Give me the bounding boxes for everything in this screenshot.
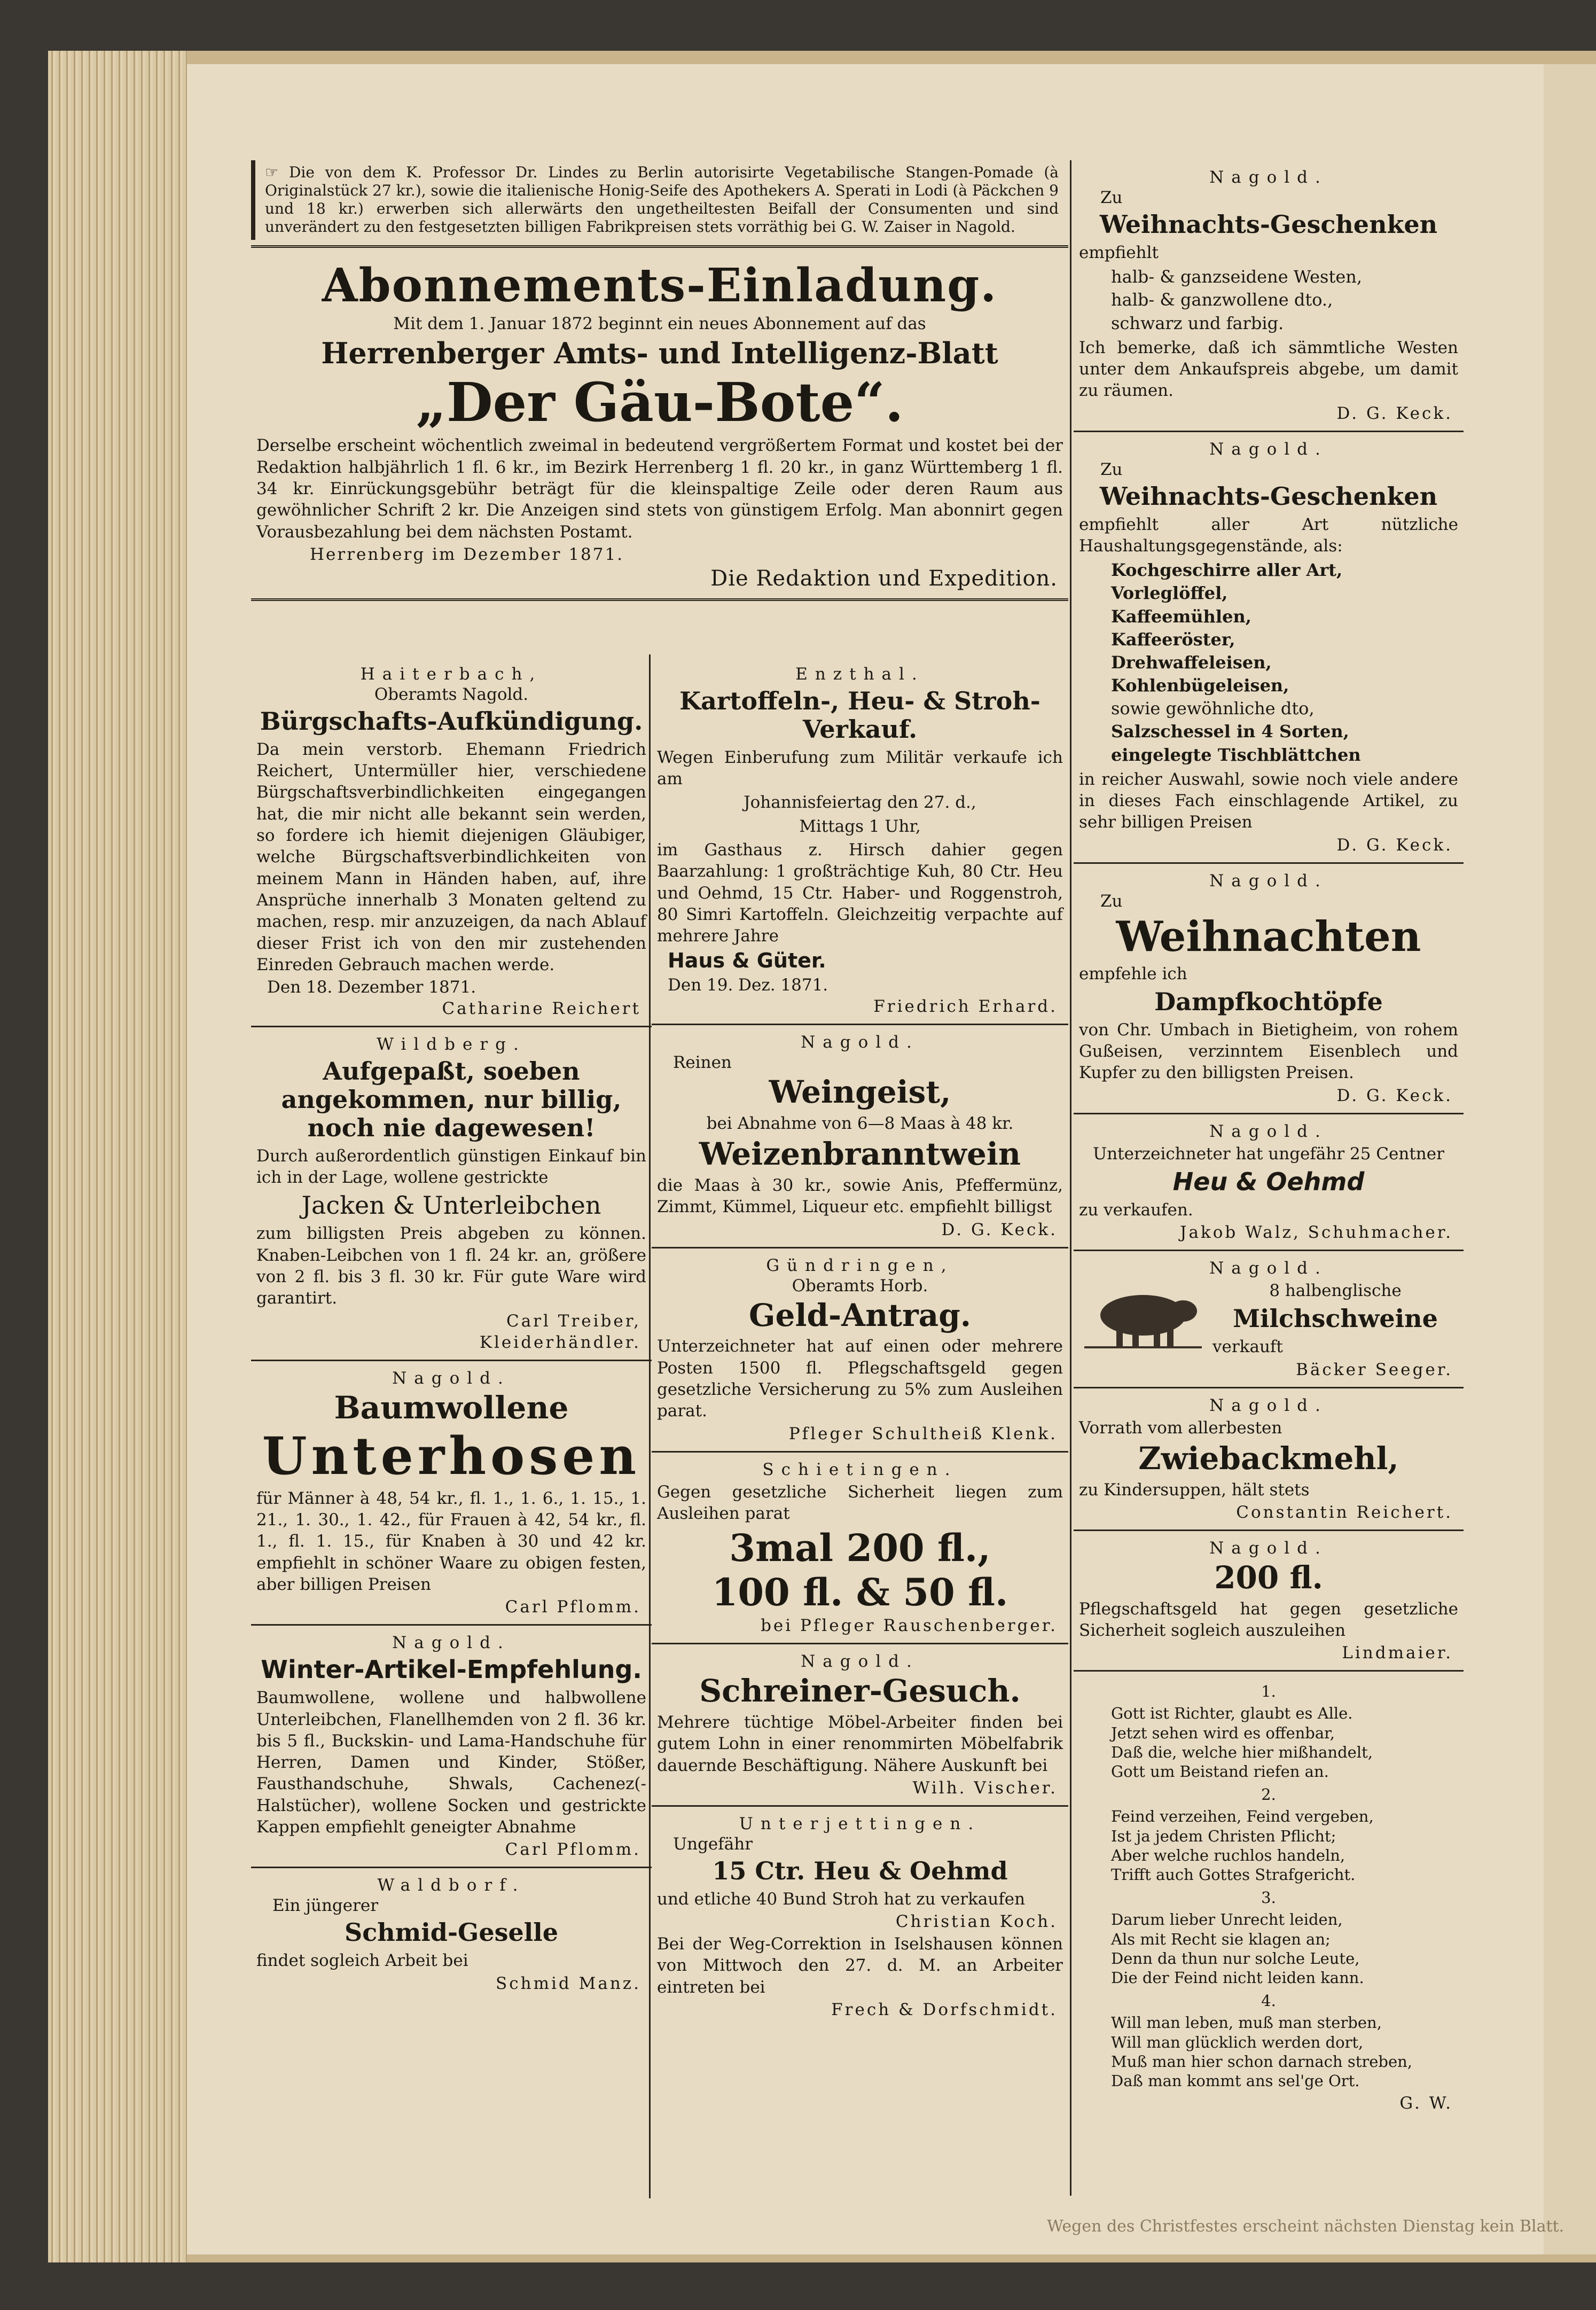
ad-title: Kartoffeln-, Heu- & Stroh-Verkauf. [679,686,1040,744]
book-page-edges [48,51,187,2262]
ad-zwiebackmehl [1074,1388,1464,1531]
ad-subplace: Ungefähr [673,1834,753,1854]
ad-big-title: Unterhosen [262,1426,641,1487]
ad-haushalt [1074,432,1464,864]
ad-milchschweine [1074,1251,1464,1388]
list-item: sowie gewöhnliche dto, [1111,698,1315,719]
ad-title: Milchschweine [1233,1304,1438,1333]
ad-signature: Friedrich Erhard. [873,997,1058,1017]
ad-place: Nagold. [1209,1121,1328,1141]
middle-column [652,657,1068,2027]
ad-body: im Gasthaus z. Hirsch dahier gegen Baarzahlung: 1 großträchtige Kuh, 80 Ctr. Heu und Oehmd, 15 Ctr. Haber- und Roggenstroh, 80 Simri Kartoffeln. Gleichzeitig verpachte auf mehrere Jahre [657,840,1063,946]
ad-time: Mittags 1 Uhr, [799,816,921,836]
ad-place: Nagold. [392,1368,511,1388]
abonnement-ad [251,251,1068,601]
pig-icon [1079,1278,1207,1353]
top-block [251,160,1068,601]
ad-body: die Maas à 30 kr., sowie Anis, Pfeffermünz, Zimmt, Kümmel, Liqueur etc. empfiehlt billigst [657,1175,1063,1217]
ad-body: Wegen Einberufung zum Militär verkaufe ich am [657,747,1063,789]
list-item: Kochgeschirre aller Art, [1111,560,1343,581]
list-item: Kaffeeröster, [1111,629,1235,650]
ad-body: zu Kindersuppen, hält stets [1079,1480,1310,1500]
poem-line: Daß die, welche hier mißhandelt, [1111,1743,1373,1761]
list-item: schwarz und farbig. [1111,313,1284,333]
poem-line: Feind verzeihen, Feind vergeben, [1111,1807,1374,1826]
ad-body: in reicher Auswahl, sowie noch viele andere in dieses Fach einschlagende Artikel, zu sehr billigen Preisen [1079,769,1458,832]
list-item: Salzschessel in 4 Sorten, [1111,721,1349,742]
ad-body: für Männer à 48, 54 kr., fl. 1., 1. 6., 1. 15., 1. 21., 1. 30., 1. 42., für Frauen à 42, 54 kr., fl. 1., fl. 1. 15., für Knaben à 30 und 42 kr. empfiehlt in schöner Waare zu obigen festen, aber billigen Preisen [256,1488,646,1595]
pomade-notice: ☞ Die von dem K. Professor Dr. Lindes zu Berlin autorisirte Vegetabilische Stangen-Pomade (à Originalstück 27 kr.), sowie die italienische Honig-Seife des Apothekers A. Sperati in Lodi (à Päckchen 9 und 18 kr.) erwerben sich allerwärts den ungetheiltesten Beifall der Consumenten und sind unverändert zu den festgesetzten billigen Fabrikpreisen stets vorräthig bei G. W. Zaiser in Nagold. [251,160,1068,240]
poem-line: Aber welche ruchlos handeln, [1111,1846,1345,1864]
ad-geld-antrag [652,1248,1068,1453]
ad-place: Nagold. [1209,1259,1328,1278]
ad-date: Den 19. Dez. 1871. [668,975,828,995]
poem-line: Die der Feind nicht leiden kann. [1111,1969,1364,1987]
ad-goods: Haus & Güter. [668,949,826,973]
ad-title: Weizenbranntwein [699,1136,1021,1173]
ad-title: Weihnachts-Geschenken [1099,210,1438,239]
list-item: Kohlenbügeleisen, [1111,675,1289,696]
ad-title: Weingeist, [769,1074,951,1111]
ad-subplace: Zu [1100,891,1123,911]
ad-title: Geld-Antrag. [749,1297,971,1333]
ad-signature: Frech & Dorfschmidt. [831,2000,1058,2019]
ad-body: Mehrere tüchtige Möbel-Arbeiter finden bei gutem Lohn in einer renommirten Möbelfabrik dauernde Beschäftigung. Nähere Auskunft bei [657,1712,1063,1775]
ad-signature: Bäcker Seeger. [1296,1360,1453,1379]
ad-title: Schreiner-Gesuch. [699,1673,1021,1710]
list-item: halb- & ganzseidene Westen, [1111,267,1363,287]
ad-item-list [1079,559,1458,767]
abonnement-body: Derselbe erscheint wöchentlich zweimal in bedeutend vergrößertem Format und kostet bei der Redaktion halbjährlich 1 fl. 6 kr., im Bezirk Herrenberg 1 fl. 20 kr., in ganz Württemberg 1 fl. 34 kr. Einrückungsgebühr beträgt für die kleinspaltige Zeile oder deren Raum aus gewöhnlicher Schrift 2 kr. Die Anzeigen sind stets von günstigem Erfolg. Man abonnirt gegen Vorausbezahlung bei dem nächsten Postamt. [256,436,1063,542]
ad-amount: 3mal 200 fl., [729,1526,991,1571]
ad-title: Schmid-Geselle [344,1918,558,1947]
ad-body: Ich bemerke, daß ich sämmtliche Westen unter dem Ankaufspreis abgebe, um damit zu räumen. [1079,338,1458,401]
ad-subplace: Zu [1100,459,1123,479]
ad-place: Haiterbach, [360,665,543,684]
left-column [251,657,652,2001]
ad-schmid [251,1868,652,2000]
ad-signature: Schmid Manz. [496,1973,641,1993]
abonnement-date: Herrenberg im Dezember 1871. [310,544,624,564]
poem-line: Will man leben, muß man sterben, [1111,2014,1382,2032]
adjacent-page [1544,64,1596,2254]
ad-body: Durch außerordentlich günstigen Einkauf bin ich in der Lage, wollene gestrickte [256,1146,646,1188]
stanza [1079,1704,1458,1781]
ad-unterjettingen [652,1807,1068,2027]
stanza-number: 4. [1261,1992,1276,2010]
ad-subplace: Oberamts Horb. [792,1276,928,1296]
ad-signature: Lindmaier. [1342,1643,1453,1663]
ad-signature: Christian Koch. [895,1911,1058,1931]
ad-goods: Jacken & Unterleibchen [301,1191,601,1220]
ad-westen [1074,160,1464,432]
abonnement-signature: Die Redaktion und Expedition. [710,566,1058,591]
ad-200fl [1074,1531,1464,1672]
ad-title: Weihnachten [1116,912,1421,961]
ad-place: Nagold. [801,1652,919,1672]
ad-subplace: Ein jüngerer [272,1896,379,1916]
ad-amount: 100 fl. & 50 fl. [711,1570,1008,1615]
ad-signature: Jakob Walz, Schuhmacher. [1180,1223,1453,1243]
ad-body: Gegen gesetzliche Sicherheit liegen zum Ausleihen parat [657,1482,1063,1523]
ad-place: Nagold. [801,1033,919,1052]
ad-schreiner [652,1644,1068,1807]
ad-signature: bei Pfleger Rauschenberger. [761,1616,1058,1636]
ad-place: Nagold. [1209,439,1328,459]
abonnement-title: Abonnements-Einladung. [322,258,998,313]
ad-body: Baumwollene, wollene und halbwollene Unterleibchen, Flanellhemden von 2 fl. 36 kr. bis 5 fl., Buckskin- und Lama-Handschuhe für Herren, Damen und Kinder, Stößer, Fausthandschuhe, Shwals, Cachenez(-Halstücher), wollene Socken und gestrickte Kappen empfiehlt geneigter Abnahme [256,1688,646,1837]
abonnement-paper: Herrenberger Amts- und Intelligenz-Blatt [321,336,998,371]
poem-line: Ist ja jedem Christen Pflicht; [1111,1827,1336,1845]
poem-signature: G. W. [1399,2094,1453,2113]
stanza-number: 3. [1261,1888,1276,1907]
ad-signature: D. G. Keck. [1336,1086,1453,1105]
ad-body: bei Abnahme von 6—8 Maas à 48 kr. [706,1113,1014,1133]
ad-place: Nagold. [1209,871,1328,891]
poem-line: Trifft auch Gottes Strafgericht. [1111,1866,1356,1884]
ad-body: empfehle ich [1079,964,1187,984]
ad-title: 15 Ctr. Heu & Oehmd [712,1856,1008,1885]
ad-signature: Carl Pflomm. [505,1597,641,1617]
ad-body: von Chr. Umbach in Bietigheim, von rohem Gußeisen, verzinntem Eisenblech und Kupfer zu den billigsten Preisen. [1079,1020,1458,1083]
list-item: Kaffeemühlen, [1111,606,1251,627]
poem-line: Als mit Recht sie klagen an; [1111,1930,1331,1948]
stanza [1079,1910,1458,1987]
page-footer-note: Wegen des Christfestes erscheint nächsten Dienstag kein Blatt. [1047,2217,1564,2236]
abonnement-name: „Der Gäu-Bote“. [416,371,904,434]
ad-title: Baumwollene [334,1389,569,1426]
ad-body: verkauft [1212,1337,1283,1357]
ad-body: zum billigsten Preis abgeben zu können. Knaben-Leibchen von 1 fl. 24 kr. an, größere von 2 fl. bis 3 fl. 30 kr. Für gute Ware wird garantirt. [256,1224,646,1308]
ad-dampfkochtoepfe [1074,864,1464,1114]
ad-item-list [1079,266,1458,335]
ad-place: Schietingen. [762,1460,958,1479]
ad-title: 200 fl. [1214,1559,1323,1596]
ad-subplace: Zu [1100,188,1123,207]
ad-signature: Kleiderhändler. [479,1332,641,1352]
column-rule-right [1070,160,1071,2196]
ad-place: Waldborf. [377,1876,526,1895]
ad-body: Unterzeichneter hat ungefähr 25 Centner [1093,1144,1444,1164]
ad-body: und etliche 40 Bund Stroh hat zu verkaufen [657,1889,1026,1909]
ad-title: Aufgepaßt, soeben angekommen, nur billig, noch nie dagewesen! [281,1057,622,1142]
poem-line: Will man glücklich werden dort, [1111,2033,1364,2051]
right-column [1074,160,1464,2120]
ad-title: Winter-Artikel-Empfehlung. [261,1655,642,1684]
poem-line: Muß man hier schon darnach streben, [1111,2052,1412,2071]
poem-line: Denn da thun nur solche Leute, [1111,1949,1360,1968]
ad-signature: D. G. Keck. [1336,835,1453,855]
ad-date: Johannisfeiertag den 27. d., [744,793,976,813]
ad-wildberg [251,1027,652,1361]
ad-signature: D. G. Keck. [941,1220,1058,1239]
poem-line: Gott um Beistand riefen an. [1111,1762,1329,1781]
ad-signature: Constantin Reichert. [1236,1502,1453,1522]
ad-place: Nagold. [392,1633,511,1653]
ad-title: Weihnachts-Geschenken [1099,481,1438,511]
ad-weingeist [652,1025,1068,1248]
ad-signature: Pfleger Schultheiß Klenk. [788,1424,1058,1443]
ad-place: Wildberg. [377,1035,526,1055]
ad-unterhosen [251,1361,652,1626]
ad-place: Unterjettingen. [739,1814,981,1833]
ad-place: Nagold. [1209,168,1328,187]
stanza-number: 1. [1261,1682,1276,1701]
stanza [1079,2013,1458,2090]
ad-body: empfiehlt [1079,243,1159,262]
ad-body: Vorrath vom allerbesten [1079,1418,1282,1438]
ad-buergschaft [251,657,652,1027]
list-item: eingelegte Tischblättchen [1111,744,1361,765]
ad-place: Enzthal. [795,665,925,684]
ad-title: Bürgschafts-Aufkündigung. [260,707,643,736]
ad-heu-walz [1074,1114,1464,1251]
stanza-number: 2. [1261,1785,1276,1804]
ad-body: zu verkaufen. [1079,1200,1193,1220]
ad-place: Nagold. [1209,1395,1328,1415]
ad-subplace: Oberamts Nagold. [374,685,529,704]
list-item: Vorleglöffel, [1111,583,1228,604]
ad-subplace: Reinen [673,1053,732,1073]
poem-line: Jetzt sehen wird es offenbar, [1111,1723,1335,1742]
poem-line: Gott ist Richter, glaubt es Alle. [1111,1704,1353,1723]
poem [1074,1672,1464,2120]
ad-body: Bei der Weg-Correktion in Iselshausen können von Mittwoch den 27. d. M. an Arbeiter eintreten bei [657,1934,1063,1997]
ad-body: Pflegschaftsgeld hat gegen gesetzliche Sicherheit sogleich auszuleihen [1079,1599,1458,1641]
ad-winter-artikel [251,1626,652,1868]
ad-title: Dampfkochtöpfe [1154,987,1383,1016]
poem-line: Daß man kommt ans sel'ge Ort. [1111,2072,1360,2090]
ad-signature: Carl Pflomm. [505,1840,641,1860]
ad-date: Den 18. Dezember 1871. [267,978,476,997]
poem-line: Darum lieber Unrecht leiden, [1111,1910,1343,1929]
ad-body: findet sogleich Arbeit bei [256,1951,468,1971]
ad-signature: D. G. Keck. [1336,403,1453,423]
ad-body: Da mein verstorb. Ehemann Friedrich Reichert, Untermüller hier, verschiedene Bürgschaftsverbindlichkeiten eingegangen hat, die mir nicht alle bekannt sein werden, so fordere ich hiemit diejenigen Gläubiger, welche Bürgschaftsverbindlichkeiten von meinem Mann in Händen haben, auf, ihre Ansprüche innerhalb 3 Monaten geltend zu machen, resp. mir anzuzeigen, da nach Ablauf dieser Frist ich von den mir zustehenden Einreden Gebrauch machen werde. [256,739,646,974]
ad-body: 8 halbenglische [1269,1281,1402,1301]
ad-signature: Carl Treiber, [506,1311,641,1331]
abonnement-line1: Mit dem 1. Januar 1872 beginnt ein neues Abonnement auf das [393,314,926,334]
ad-signature: Catharine Reichert [442,999,641,1019]
ad-place: Nagold. [1209,1538,1328,1558]
ad-title: Heu & Oehmd [1172,1167,1365,1196]
list-item: Drehwaffeleisen, [1111,652,1272,673]
ad-signature: Wilh. Vischer. [912,1778,1058,1798]
ad-schietingen [652,1453,1068,1645]
ad-title: Zwiebackmehl, [1138,1440,1399,1477]
stanza [1079,1807,1458,1884]
ad-enzthal [652,657,1068,1025]
ad-body: Unterzeichneter hat auf einen oder mehrere Posten 1500 fl. Pflegschaftsgeld gegen gesetzliche Versicherung zu 5% zum Ausleihen parat. [657,1337,1063,1421]
ad-body: empfiehlt aller Art nützliche Haushaltungsgegenstände, als: [1079,514,1458,556]
list-item: halb- & ganzwollene dto., [1111,290,1333,310]
ad-place: Gündringen, [766,1255,954,1275]
